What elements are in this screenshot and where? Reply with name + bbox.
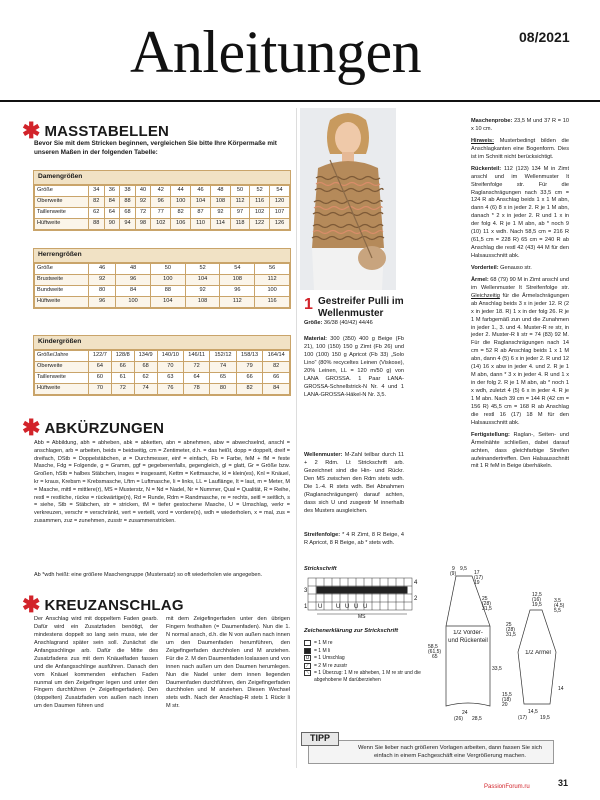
svg-text:1: 1: [304, 604, 308, 610]
svg-text:9: 9: [452, 566, 455, 572]
table-cell: 63: [157, 372, 184, 383]
table-cell: 104: [150, 296, 185, 307]
aermel-paragraph: Ärmel: 68 (79) 90 M in Zimt anschl und im Wellenmuster lt Streifenfolge str. Gleichzeitig für die Ärmelschrägungen ab Anschlag beids 3 x in jeder 12. R (2 x in jeder 18. R) 1 x in der folg 26. R je 1 M farbgemäß zun und die Zunahmen in jeder 1., 3. und 4. Muster-R re str, in jeder 2. Muster-R li str = 74 (83) 92 M. Für die Raglanschrägungen nach 14 cm = 52 R ab Anschlag beids 1 x 1 M abn, dann 4 (5) 6 x in jeder 2. R und 12 (14) 16 x abw in jeder 4. und 2. R je 1 M abn, dann * 3 x in jeder 4. R und 1 x in der folg 2. R je 1 M abn, ab * noch 1 x wdh, zuletzt 4 (5) 6 x in jeder 4. R je 1 M abn. Nach 39 cm = 144 R (42 cm = 156 R) 45,5 cm = 168 R ab Anschlag die restl 16 (17) 18 M für den Halsausschnitt abk.: [471, 276, 569, 426]
table-cell: 164/14: [263, 350, 290, 361]
strickschrift-grid: [304, 576, 422, 618]
svg-text:(28): (28): [482, 601, 491, 607]
table-cell: 84: [116, 285, 151, 296]
svg-text:31,5: 31,5: [482, 606, 492, 612]
table-cell: Hüftweite: [35, 383, 89, 394]
table-cell: 64: [89, 361, 112, 372]
table-row: [35, 207, 290, 218]
svg-text:65: 65: [432, 654, 438, 660]
table-cell: 94: [120, 218, 136, 229]
strickschrift-chart: [304, 576, 422, 622]
svg-text:3: 3: [304, 588, 308, 594]
svg-text:25: 25: [482, 596, 488, 602]
asterisk-icon: ✱: [22, 415, 41, 440]
svg-text:24: 24: [462, 710, 468, 716]
table-cell: 96: [116, 274, 151, 285]
masstabellen-heading: ✱ MASSTABELLEN: [22, 118, 170, 143]
table-row: [35, 383, 290, 394]
table-cell: 46: [191, 185, 211, 196]
maschenprobe-paragraph: Maschenprobe: 23,5 M und 37 R = 10 x 10 cm.: [471, 118, 569, 132]
table-cell: 72: [111, 383, 134, 394]
kreuzanschlag-col1: Der Anschlag wird mit doppeltem Faden gearb. Dafür wird ein Zusatzfaden benötigt, der mindestens doppelt so lang sein muss, wie der Anschlagrand später sein soll. Zunächst die Anfangsschlinge arb. Dafür die Mitte des Zusatzfadens zus mit dem Knäuelfaden fassen und die Anfangsschlinge ausführen. Danach den vom Knäuel kommenden einfachen Faden nunmal um den Zeigefinger legen und unter den Fingern durchführen (= Zeigefingerfaden). Den (doppelten) Zusatzfaden von außen nach innen um den Daumen führen und: [34, 616, 158, 710]
table-cell: 140/10: [157, 350, 184, 361]
schematic-sleeve: [502, 592, 572, 726]
legend-item: = 1 M li: [304, 648, 424, 655]
table-cell: 82: [171, 207, 191, 218]
damen-table-title: Damengrößen: [34, 171, 290, 185]
table-cell: 98: [135, 218, 151, 229]
svg-text:U: U: [345, 604, 350, 610]
table-cell: 107: [270, 207, 290, 218]
header-rule: [0, 100, 600, 102]
svg-text:(28): (28): [506, 627, 515, 633]
model-illustration: [300, 108, 396, 290]
svg-text:31,5: 31,5: [506, 632, 516, 638]
table-cell: 78: [184, 383, 210, 394]
table-cell: 62: [89, 207, 105, 218]
table-cell: 96: [220, 285, 255, 296]
table-cell: 158/13: [236, 350, 263, 361]
model-photo: [300, 108, 396, 290]
table-cell: 116: [255, 296, 290, 307]
watermark: PassionForum.ru: [484, 784, 530, 790]
table-cell: 54: [220, 263, 255, 274]
table-cell: 48: [116, 263, 151, 274]
table-cell: 50: [230, 185, 249, 196]
material-paragraph: [304, 336, 404, 400]
kinder-table-title: Kindergrößen: [34, 336, 290, 350]
table-cell: 76: [157, 383, 184, 394]
strickschrift-title: Strickschrift: [304, 566, 337, 572]
yarn-over-symbol-icon: U: [305, 655, 310, 662]
table-cell: 52: [185, 263, 220, 274]
abkuerzungen-heading: ✱ ABKÜRZUNGEN: [22, 415, 165, 440]
svg-text:(18): (18): [502, 697, 511, 703]
damen-table: [33, 170, 291, 231]
kreuzanschlag-heading: ✱ KREUZANSCHLAG: [22, 592, 184, 617]
material-label: Material:: [304, 336, 328, 342]
table-cell: 44: [171, 185, 191, 196]
table-row: [35, 274, 290, 285]
table-cell: 42: [151, 185, 171, 196]
svg-text:19,5: 19,5: [532, 602, 542, 608]
table-cell: 108: [210, 196, 230, 207]
table-cell: 100: [255, 285, 290, 296]
pattern-number: 1: [304, 296, 313, 313]
svg-text:U: U: [363, 604, 368, 610]
svg-text:28,5: 28,5: [472, 716, 482, 722]
column-divider: [296, 108, 297, 768]
table-cell: 100: [171, 196, 191, 207]
svg-text:9,5: 9,5: [460, 566, 467, 572]
table-cell: 116: [250, 196, 270, 207]
table-cell: 61: [111, 372, 134, 383]
legend-item: = 1 M re: [304, 640, 424, 647]
table-row: [35, 185, 290, 196]
streifenfolge-label: Streifenfolge:: [304, 532, 341, 538]
table-cell: 64: [184, 372, 210, 383]
table-cell: 122/7: [89, 350, 112, 361]
table-cell: Bundweite: [35, 285, 89, 296]
table-cell: 54: [270, 185, 290, 196]
table-cell: 92: [135, 196, 151, 207]
table-cell: 112: [255, 274, 290, 285]
abkuerzungen-text: Abb = Abbildung, abh = abheben, abk = abketten, abn = abnehmen, abw = abwechselnd, anschl = anschlagen, arb = arbeiten, beids = beidseitig, cm = Zentimeter, d.h. = das heißt, dopp = doppelt, dreif = dreifach, DStb = Doppelstäbchen, ø = Durchmesser, einf = einfach, Fb = Farbe, feM + fM = feste Masche, Fdg = Folgende, g = Gramm, ggf = gegebenenfalls, gegengleich, gl = glatt, Gr = Größe bzw. Großen, hStb = halbes Stäbchen, insges = insgesamt, Kettm = Kettmasche, kl = klein(es), Knl = Knäuel, kr = kraus, Krebsm = Krebsmasche, Lftm = Luftmasche, li = links, LL = Lauflänge, lt = laut, m = Meter, M = Masche, mittl = mittlere(r), MS = Musterstz, N = Nd = Nadel, Nr = Nummer, Qual = Qualität, R = Reihe, restl = restliche, rückw = rückwärtige(n), Rd = Runde, Rdm = Randmasche, re = rechts, seitl = seitlich, s = siehe, Stb = Stäbchen, str = stricken, tM = tiefer gestochene Masche, U = Umschlag, verkr = verkreuzen, verschr = verschränkt, vert = verteilt, vord = vordere(n), wdh = wiederholen, x = mal, zus = zusammen, zuz = zunehmen, zusstr = zusammenstricken.: [34, 440, 290, 524]
kinder-table-grid: [34, 350, 290, 395]
table-cell: 108: [220, 274, 255, 285]
svg-text:25: 25: [506, 622, 512, 628]
table-cell: 90: [104, 218, 120, 229]
k2tog-symbol-icon: ⟋: [305, 662, 310, 669]
table-cell: 110: [191, 218, 211, 229]
svg-text:(26): (26): [454, 716, 463, 722]
table-cell: 84: [104, 196, 120, 207]
hinweis-paragraph: Hinweis: Musterbedingt bilden die Anschlagkanten eine Bogenform. Dies ist im Schnitt nicht berücksichtigt.: [471, 137, 569, 160]
table-cell: 92: [210, 207, 230, 218]
damen-table-grid: [34, 185, 290, 230]
svg-text:2: 2: [414, 596, 418, 602]
table-cell: 66: [263, 372, 290, 383]
table-cell: 92: [185, 285, 220, 296]
table-cell: 80: [89, 285, 116, 296]
page-title: Anleitungen: [130, 19, 422, 85]
svg-text:12,5: 12,5: [532, 592, 542, 598]
table-cell: 38: [120, 185, 136, 196]
table-cell: 92: [89, 274, 116, 285]
table-cell: 79: [236, 361, 263, 372]
svg-text:58,5: 58,5: [428, 644, 438, 650]
table-cell: 152/12: [210, 350, 237, 361]
table-cell: 102: [151, 218, 171, 229]
table-cell: 120: [270, 196, 290, 207]
table-cell: 68: [134, 361, 157, 372]
table-cell: 112: [230, 196, 249, 207]
table-cell: 96: [89, 296, 116, 307]
table-cell: Brustweite: [35, 274, 89, 285]
fertigstellung-paragraph: Fertigstellung: Raglan-, Seiten- und Ärmelnähte schließen, dabei darauf achten, dass gleichfarbige Streifen aufeinandertreffen. Den Halsausschnitt mit 1 R feM in Beige überhäkeln.: [471, 431, 570, 470]
svg-text:15,5: 15,5: [502, 692, 512, 698]
table-row: [35, 372, 290, 383]
svg-text:(4,5): (4,5): [554, 603, 565, 609]
table-cell: 46: [89, 263, 116, 274]
svg-text:(17): (17): [518, 715, 527, 721]
table-cell: 72: [135, 207, 151, 218]
table-cell: 48: [210, 185, 230, 196]
groesse-paragraph: [304, 320, 404, 328]
table-cell: 65: [210, 372, 237, 383]
tip-text: Wenn Sie lieber nach größeren Vorlagen arbeiten, dann fassen Sie sich einfach in einem Fachgeschäft eine Vergrößerung machen.: [358, 745, 542, 760]
table-cell: 106: [171, 218, 191, 229]
table-row: [35, 296, 290, 307]
table-cell: 66: [111, 361, 134, 372]
table-cell: 52: [250, 185, 270, 196]
svg-text:5,5: 5,5: [554, 608, 561, 614]
table-cell: Oberweite: [35, 196, 89, 207]
svg-text:3,5: 3,5: [554, 598, 561, 604]
issue-number: 08/2021: [519, 29, 570, 45]
table-cell: 87: [191, 207, 211, 218]
tip-label: TIPP: [301, 732, 339, 746]
table-cell: Größe: [35, 263, 89, 274]
svg-text:U: U: [336, 604, 341, 610]
schematic-front-drawing: [428, 566, 504, 726]
table-cell: Hüftweite: [35, 218, 89, 229]
table-cell: 62: [134, 372, 157, 383]
table-row: [35, 285, 290, 296]
table-cell: 102: [250, 207, 270, 218]
table-cell: 88: [89, 218, 105, 229]
table-cell: Taillenweite: [35, 207, 89, 218]
svg-text:14,5: 14,5: [528, 709, 538, 715]
table-cell: 96: [151, 196, 171, 207]
page-number: 31: [558, 778, 569, 788]
svg-text:4: 4: [414, 580, 418, 586]
herren-table-grid: [34, 263, 290, 308]
schematic-front-label: 1/2 Vorder- und Rückenteil: [448, 630, 488, 644]
table-cell: 82: [236, 383, 263, 394]
table-cell: 108: [185, 296, 220, 307]
svg-text:(9): (9): [450, 571, 457, 577]
table-cell: Taillenweite: [35, 372, 89, 383]
table-cell: 100: [116, 296, 151, 307]
legend-title: Zeichenerklärung zur Strickschrift: [304, 628, 399, 634]
table-row: [35, 350, 290, 361]
table-cell: 118: [230, 218, 249, 229]
table-cell: 70: [89, 383, 112, 394]
table-cell: 112: [220, 296, 255, 307]
svg-text:33,5: 33,5: [492, 666, 502, 672]
legend-list: [304, 640, 424, 685]
table-cell: 97: [230, 207, 249, 218]
kreuzanschlag-col2: mit dem Zeigefingerfaden unter den übrigen Fingern festhalten (= Daumenfaden). Nun die 1. N normal ansch, d.h. die N von außen nach innen um den Daumenfaden herumführen, den Zeigefingerfaden durchholen und M anziehen. Für die 2. M den Daumenfaden loslassen und von innen nach außen um den Daumen herumlegen. Nun die Nadel unter dem innen liegenden Daumenfaden durchführen, den Zeigefingerfaden durchholen und M anziehen. Diesen Wechsel stets wdh. Nach der Anschlag-R stets 1 Rückr li M str.: [166, 616, 290, 710]
table-cell: 56: [255, 263, 290, 274]
asterisk-icon: ✱: [22, 592, 41, 617]
table-cell: 64: [104, 207, 120, 218]
svg-text:20: 20: [502, 702, 508, 708]
instructions-column: [471, 118, 569, 475]
svg-text:19,5: 19,5: [540, 715, 550, 721]
vorderteil-paragraph: Vorderteil: Genauso str.: [471, 264, 532, 271]
pattern-title: Gestreifer Pulli im Wellenmuster: [318, 296, 404, 319]
table-cell: 134/9: [134, 350, 157, 361]
table-cell: Hüftweite: [35, 296, 89, 307]
table-cell: 74: [134, 383, 157, 394]
table-cell: 88: [120, 196, 136, 207]
table-cell: 82: [263, 361, 290, 372]
table-cell: 50: [150, 263, 185, 274]
legend-item: U = 1 Umschlag: [305, 655, 345, 662]
purl-stitch-symbol-icon: [304, 648, 311, 654]
legend-item: ⟍ = 1 Überzug: 1 M re abheben, 1 M re str und die abgehobene M darüberziehen: [305, 670, 421, 683]
groesse-label: Größe:: [304, 320, 323, 326]
streifenfolge-paragraph: [304, 532, 404, 548]
table-cell: 104: [191, 196, 211, 207]
tip-box: [308, 740, 554, 764]
table-cell: 114: [210, 218, 230, 229]
table-row: [35, 263, 290, 274]
wellenmuster-label: Wellenmuster:: [304, 452, 343, 458]
table-cell: 80: [210, 383, 237, 394]
table-cell: Größe: [35, 185, 89, 196]
legend-item: ⟋ = 2 M re zusstr: [305, 662, 348, 669]
table-cell: 122: [250, 218, 270, 229]
svg-text:19: 19: [474, 580, 480, 586]
table-cell: 66: [236, 372, 263, 383]
svg-text:U: U: [318, 604, 323, 610]
masstabellen-intro: Bevor Sie mit dem Stricken beginnen, vergleichen Sie bitte Ihre Körpermaße mit unseren Maßen in der folgenden Tabelle:: [34, 140, 277, 156]
table-cell: 77: [151, 207, 171, 218]
table-cell: 68: [120, 207, 136, 218]
wellenmuster-value: M-Zahl teilbar durch 11 + 2 Rdm. Lt Strickschrift arb. Gezeichnet sind die Hin- und Rückr. Den MS zwischen den Rdm stets wdh. Die 1.-4. R stets wdh. Bei Abnahmen (Raglanschrägungen) darauf achten, dass sich U und zusgestr M innerhalb des Musters ausgleichen.: [304, 452, 404, 514]
table-cell: 126: [270, 218, 290, 229]
table-row: [35, 218, 290, 229]
svg-text:(16): (16): [532, 597, 541, 603]
table-cell: 88: [150, 285, 185, 296]
rueckenteil-paragraph: Rückenteil: 112 (123) 134 M in Zimt anschl und im Wellenmuster lt Streifenfolge str. Für die Raglanschrägungen nach 33,5 cm = 124 R ab Anschlag beids 1 x 1 M abn, dann 4 (6) 8 x in jeder 2. R je 1 M abn, danach * 2 x in jeder 2. R und 1 x in der folg 4. R je 1 M abn, ab * noch 9 (10) 11 x wdh. Nach 58,5 cm = 216 R (61,5 cm = 228 R) 65 cm = 240 R ab Anschlag die restl 42 (43) 44 M für den Halsausschnitt abk.: [471, 165, 569, 259]
table-cell: 60: [89, 372, 112, 383]
svg-text:(17): (17): [474, 575, 483, 581]
table-cell: Oberweite: [35, 361, 89, 372]
abkuerzungen-note: Ab *wdh heißt: eine größere Maschengruppe (Mustersatz) so oft wiederholen wie angegeben.: [34, 572, 263, 578]
svg-text:17: 17: [474, 570, 480, 576]
table-cell: 40: [135, 185, 151, 196]
schematic-sleeve-label: 1/2 Ärmel: [525, 650, 551, 656]
material-value: 300 (350) 400 g Beige (Fb 21), 100 (150) 150 g Zimt (Fb 26) und 100 (100) 150 g Apricot (Fb 33) „Solo Lino“ (80% recyceltes Leinen (Viskose), 20% Leinen, LL = 120 m/50 g) von LANA GROSSA. 1 Paar LANA-GROSSA-Schnellstrick-N Nr. 4 und 1 LANA-GROSSA-Häkel-N Nr. 3,5.: [304, 336, 404, 398]
strickschrift-ms-label: MS: [358, 614, 366, 618]
table-cell: 36: [104, 185, 120, 196]
herren-table: [33, 248, 291, 309]
table-cell: 128/8: [111, 350, 134, 361]
schematic-front: [428, 566, 504, 730]
table-cell: 70: [157, 361, 184, 372]
kinder-table: [33, 335, 291, 396]
table-cell: 34: [89, 185, 105, 196]
table-cell: 82: [89, 196, 105, 207]
table-cell: Größe/Jahre: [35, 350, 89, 361]
table-row: [35, 196, 290, 207]
knit-stitch-symbol-icon: [304, 640, 311, 646]
table-cell: 104: [185, 274, 220, 285]
table-cell: 84: [263, 383, 290, 394]
asterisk-icon: ✱: [22, 118, 41, 143]
table-cell: 100: [150, 274, 185, 285]
herren-table-title: Herrengrößen: [34, 249, 290, 263]
streifenfolge-value: * 4 R Zimt, 8 R Beige, 4 R Apricot, 8 R Beige, ab * stets wdh.: [304, 532, 404, 546]
wellenmuster-paragraph: [304, 452, 404, 516]
table-cell: 74: [210, 361, 237, 372]
table-row: [35, 361, 290, 372]
svg-text:(61,5): (61,5): [428, 649, 442, 655]
table-cell: 146/11: [184, 350, 210, 361]
table-cell: 72: [184, 361, 210, 372]
svg-text:14: 14: [558, 686, 564, 692]
skp-symbol-icon: ⟍: [305, 670, 310, 677]
groesse-value: 36/38 (40/42) 44/46: [323, 320, 373, 326]
schematic-sleeve-drawing: [502, 592, 572, 722]
svg-text:U: U: [354, 604, 359, 610]
